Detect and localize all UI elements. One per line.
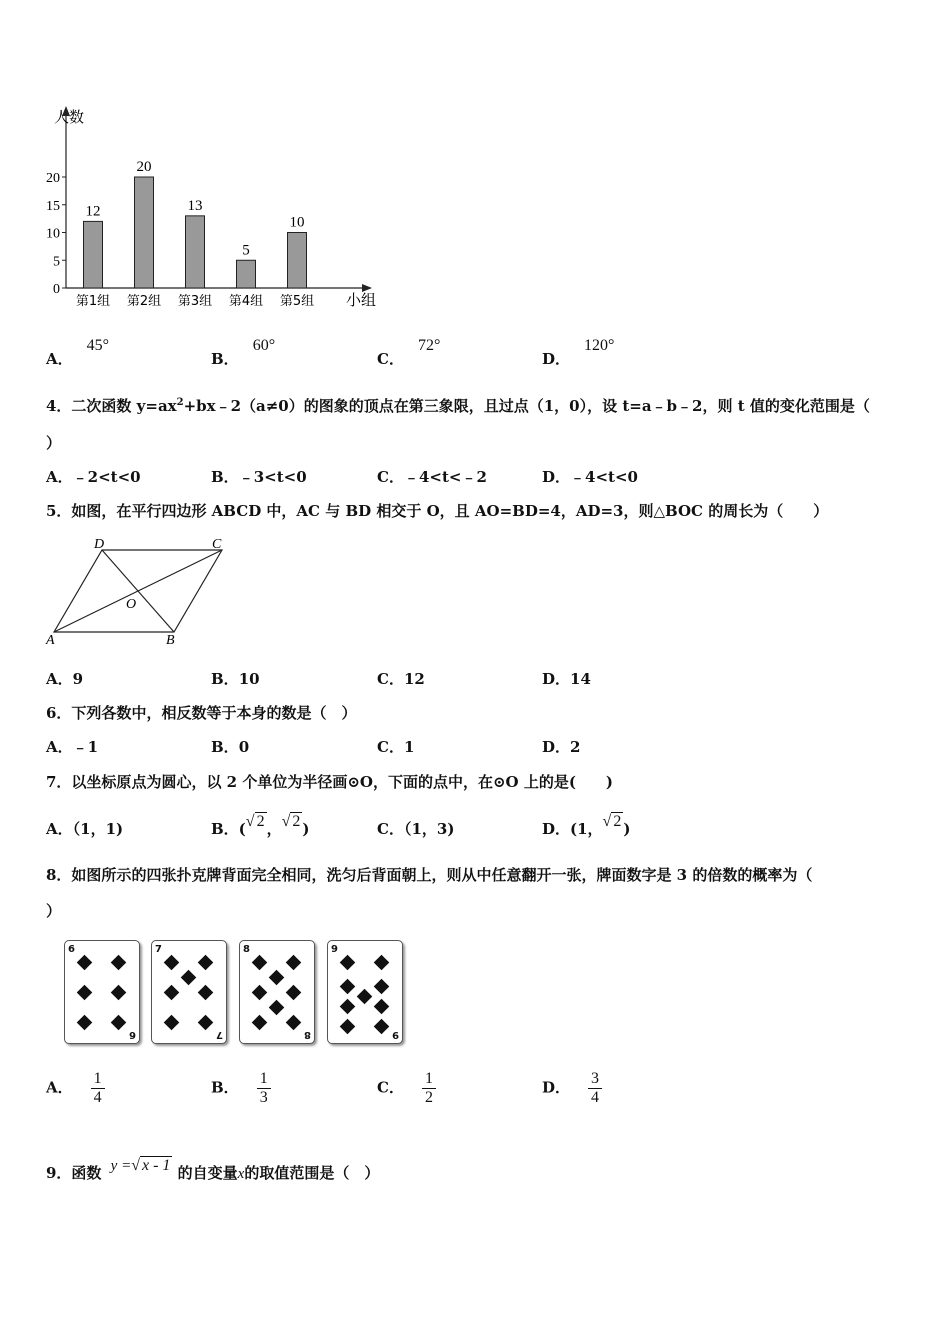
bar-5 bbox=[288, 233, 307, 289]
q7-option-c: C．（1，3) bbox=[377, 820, 455, 838]
playing-card-8 bbox=[239, 940, 315, 1044]
label-d: D bbox=[94, 537, 105, 552]
q5-option-a: A．9 bbox=[46, 670, 84, 688]
bar-value-label: 12 bbox=[85, 203, 101, 220]
diamond-pip-icon bbox=[164, 985, 180, 1001]
diamond-pip-icon bbox=[340, 979, 356, 995]
diamond-pip-icon bbox=[374, 979, 390, 995]
q8-option-c: C． $\frac{1}{2}$ bbox=[377, 1070, 436, 1107]
parallelogram-figure bbox=[44, 536, 234, 648]
q8-stem-end: ） bbox=[46, 902, 62, 920]
q3-option-b: B．60° bbox=[211, 337, 276, 368]
diamond-pip-icon bbox=[77, 985, 93, 1001]
diamond-pip-icon bbox=[374, 1019, 390, 1035]
y-tick-label: 5 bbox=[53, 254, 60, 270]
playing-card-7 bbox=[151, 940, 227, 1044]
bar-value-label: 20 bbox=[136, 159, 152, 175]
q4-option-b: B．﹣3<t<0 bbox=[211, 468, 307, 486]
diamond-pip-icon bbox=[340, 955, 356, 971]
bar-value-label: 13 bbox=[187, 197, 203, 214]
diamond-pip-icon bbox=[357, 989, 373, 1005]
category-label: 第2组 bbox=[126, 294, 162, 309]
y-tick-label: 0 bbox=[53, 282, 60, 297]
category-label: 第3组 bbox=[177, 294, 213, 309]
card-rank: 7 bbox=[216, 1029, 223, 1040]
q3-option-c: C．72° bbox=[377, 337, 441, 368]
card-rank: 8 bbox=[243, 944, 250, 955]
diamond-pip-icon bbox=[111, 1015, 127, 1031]
label-c: C bbox=[212, 537, 222, 552]
diamond-pip-icon bbox=[181, 970, 197, 986]
category-label: 第1组 bbox=[75, 294, 111, 309]
diamond-pip-icon bbox=[111, 955, 127, 971]
bar-value-label: 5 bbox=[242, 242, 250, 259]
bar-4 bbox=[237, 260, 256, 288]
diamond-pip-icon bbox=[77, 1015, 93, 1031]
diamond-pip-icon bbox=[252, 1015, 268, 1031]
sqrt-2: √ 2 bbox=[602, 813, 622, 830]
card-rank: 9 bbox=[331, 944, 338, 955]
y-tick-label: 15 bbox=[46, 198, 60, 214]
diamond-pip-icon bbox=[340, 1019, 356, 1035]
diamond-pip-icon bbox=[164, 955, 180, 971]
bar-chart bbox=[40, 100, 400, 320]
q7-stem: 7．以坐标原点为圆心，以 2 个单位为半径画⊙O，下面的点中，在⊙O 上的是( ) bbox=[46, 773, 614, 791]
diamond-pip-icon bbox=[269, 1000, 285, 1016]
diamond-pip-icon bbox=[374, 999, 390, 1015]
q8-option-d: D． $\frac{3}{4}$ bbox=[542, 1070, 602, 1107]
q6-option-b: B．0 bbox=[211, 738, 250, 756]
y-tick-label: 20 bbox=[46, 171, 60, 186]
q7-option-b: B．(√ 2 ，√ 2 ) bbox=[211, 813, 310, 838]
q8-stem: 8．如图所示的四张扑克牌背面完全相同，洗匀后背面朝上，则从中任意翻开一张，牌面数字是 3 的倍数的概率为（ bbox=[46, 866, 813, 884]
bar-value-label: 10 bbox=[289, 214, 305, 231]
q6-option-a: A．﹣1 bbox=[46, 738, 99, 756]
q5-option-b: B．10 bbox=[211, 670, 260, 688]
q4-option-a: A．﹣2<t<0 bbox=[46, 468, 141, 486]
card-rank: 9 bbox=[392, 1029, 399, 1040]
diamond-pip-icon bbox=[269, 970, 285, 986]
diamond-pip-icon bbox=[286, 1015, 302, 1031]
y-axis-label: 人数 bbox=[54, 108, 85, 126]
y-tick-label: 10 bbox=[46, 226, 60, 242]
diamond-pip-icon bbox=[286, 955, 302, 971]
q7-option-d: D．(1，√ 2 ) bbox=[542, 813, 631, 838]
card-rank: 6 bbox=[129, 1029, 136, 1040]
label-a: A bbox=[46, 633, 55, 648]
diagonal-bd bbox=[102, 550, 174, 632]
q4-option-c: C．﹣4<t<﹣2 bbox=[377, 468, 487, 486]
q7-option-a: A．（1，1) bbox=[46, 820, 124, 838]
playing-card-9 bbox=[327, 940, 403, 1044]
sqrt-2: √ 2 bbox=[245, 813, 265, 830]
diamond-pip-icon bbox=[374, 955, 390, 971]
bar-2 bbox=[135, 177, 154, 288]
label-b: B bbox=[166, 633, 175, 648]
diamond-pip-icon bbox=[198, 985, 214, 1001]
q8-option-a: A． $\frac{1}{4}$ bbox=[46, 1070, 105, 1107]
q3-option-d: D．120° bbox=[542, 337, 615, 368]
bar-3 bbox=[186, 216, 205, 288]
q4-stem: 4．二次函数 $y=ax^2+bx﹣2(a\ne 0)$的图象的顶点在第三象限，且过点（1，0），设 t=a﹣b﹣2，则 t 值的变化范围是（ bbox=[46, 397, 870, 415]
q6-option-c: C．1 bbox=[377, 738, 415, 756]
q8-option-b: B． $\frac{1}{3}$ bbox=[211, 1070, 271, 1107]
q4-stem-end: ） bbox=[46, 434, 62, 452]
diamond-pip-icon bbox=[164, 1015, 180, 1031]
diamond-pip-icon bbox=[252, 955, 268, 971]
q5-option-c: C．12 bbox=[377, 670, 425, 688]
card-rank: 8 bbox=[304, 1029, 311, 1040]
q9-formula: y =√ x - 1 bbox=[110, 1157, 171, 1174]
q6-option-d: D．2 bbox=[542, 738, 581, 756]
bar-1 bbox=[84, 221, 103, 288]
q5-option-d: D．14 bbox=[542, 670, 591, 688]
q3-option-a: A．45° bbox=[46, 337, 110, 368]
diamond-pip-icon bbox=[198, 1015, 214, 1031]
diamond-pip-icon bbox=[252, 985, 268, 1001]
q4-option-d: D．﹣4<t<0 bbox=[542, 468, 638, 486]
diamond-pip-icon bbox=[111, 985, 127, 1001]
sqrt-2: √ 2 bbox=[281, 813, 301, 830]
q6-stem: 6．下列各数中，相反数等于本身的数是（ ） bbox=[46, 704, 357, 722]
q5-stem: 5．如图，在平行四边形 ABCD 中，AC 与 BD 相交于 O，且 AO=BD=4，AD=3，则△BOC 的周长为（ ） bbox=[46, 502, 829, 520]
label-o: O bbox=[126, 597, 137, 612]
diamond-pip-icon bbox=[77, 955, 93, 971]
playing-card-6 bbox=[64, 940, 140, 1044]
diamond-pip-icon bbox=[340, 999, 356, 1015]
category-label: 第4组 bbox=[228, 294, 264, 309]
card-rank: 6 bbox=[68, 944, 75, 955]
category-label: 第5组 bbox=[279, 294, 315, 309]
diamond-pip-icon bbox=[286, 985, 302, 1001]
x-axis-label: 小组 bbox=[346, 291, 377, 309]
diamond-pip-icon bbox=[198, 955, 214, 971]
card-rank: 7 bbox=[155, 944, 162, 955]
q9-stem: 9．函数 y =√ x - 1 的自变量x的取值范围是（ ） bbox=[46, 1157, 380, 1182]
